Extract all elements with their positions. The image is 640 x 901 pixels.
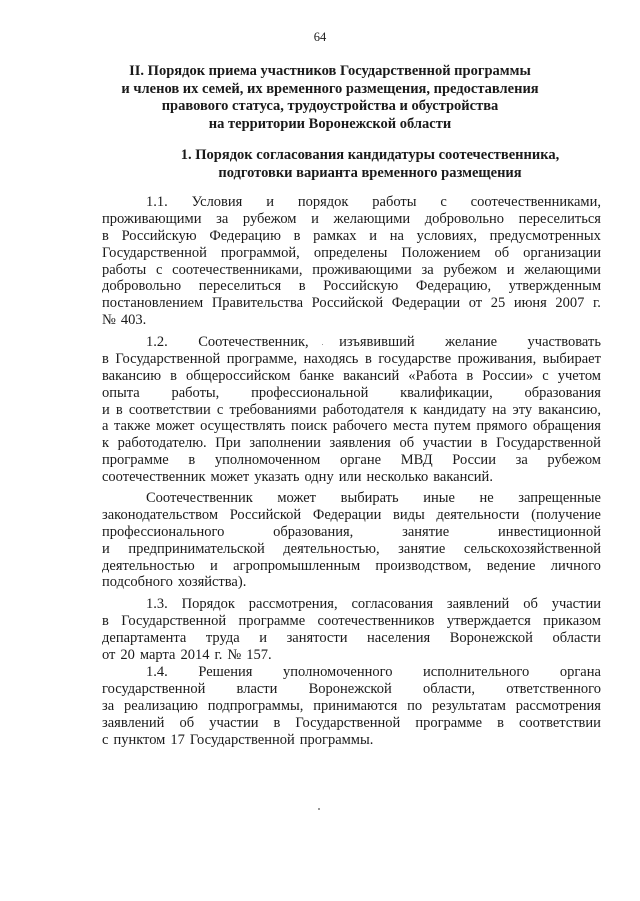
paragraph-line: Соотечественник может выбирать иные не запрещенные (146, 490, 601, 506)
paragraph-line: вакансию в общероссийском банке вакансий «Работа в России» с учетом (102, 367, 601, 384)
paragraph-line: 1.1. Условия и порядок работы с соотечественниками, (146, 194, 601, 210)
paragraph-line: Государственной программой, определены Положением об организации (102, 244, 601, 261)
paragraph-line: 1.2. Соотечественник, изъявивший желание участвовать (146, 334, 601, 350)
paragraph-line: соотечественник может указать одну или несколько вакансий. (102, 469, 493, 486)
subsection-heading-line: подготовки варианта временного размещения (218, 164, 522, 181)
paragraph-1-1 (102, 194, 601, 329)
paragraph-line: постановлением Правительства Российской Федерации от 25 июня 2007 г. (102, 295, 601, 312)
paragraph-line: проживающими за рубежом и желающими добровольно переселиться (102, 210, 601, 227)
section-heading-line: II. Порядок приема участников Государственной программы (129, 63, 531, 79)
subsection-heading-line: 1. Порядок согласования кандидатуры соотечественника, (180, 147, 560, 163)
paragraph-line: а также может осуществлять поиск рабочего места путем прямого обращения (102, 418, 601, 435)
paragraph-line: и в соответствии с требованиями работодателя к кандидату на эту вакансию, (102, 401, 601, 418)
paragraph-line: заявлений об участии в Государственной программе в соответствии (102, 714, 601, 731)
paragraph-line: добровольно переселиться в Российскую Федерацию, утвержденным (102, 278, 601, 295)
subsection-heading (140, 147, 600, 182)
paragraph-line: в Российскую Федерацию в рамках и на условиях, предусмотренных (102, 227, 601, 244)
paragraph-line: подсобного хозяйства). (102, 574, 247, 591)
paragraph-line: государственной власти Воронежской области, ответственного (102, 680, 601, 697)
paragraph-line: работы с соотечественниками, проживающими за рубежом и желающими (102, 261, 601, 278)
page-number: 64 (313, 30, 327, 44)
paragraph-line: с пунктом 17 Государственной программы. (102, 731, 374, 748)
paragraph-line: от 20 марта 2014 г. № 157. (102, 646, 272, 663)
paragraph-line: законодательством Российской Федерации виды деятельности (получение (102, 506, 601, 523)
paragraph-1-2 (102, 334, 601, 486)
paragraph-line: программе в уполномоченном органе МВД России за рубежом (102, 452, 601, 469)
paragraph-line: департамента труда и занятости населения Воронежской области (102, 629, 601, 646)
paragraph-line: и предпринимательской деятельностью, занятие сельскохозяйственной (102, 540, 601, 557)
paragraph-line: деятельностью и агропромышленным производством, ведение личного (102, 557, 601, 574)
paragraph-line: за реализацию подпрограммы, принимаются по результатам рассмотрения (102, 697, 601, 714)
section-heading (90, 63, 570, 133)
paragraph-1-4 (102, 664, 601, 748)
paragraph-line: 1.3. Порядок рассмотрения, согласования заявлений об участии (146, 596, 601, 612)
paragraph-1-3 (102, 596, 601, 664)
paragraph-line: № 403. (102, 312, 147, 329)
paragraph-activities (102, 490, 601, 591)
paragraph-line: к работодателю. При заполнении заявления об участии в Государственной (102, 435, 601, 452)
paragraph-line: 1.4. Решения уполномоченного исполнительного органа (146, 664, 601, 680)
scan-speck (318, 808, 320, 810)
paragraph-line: профессионального образования, занятие инвестиционной (102, 523, 601, 540)
section-heading-line: и членов их семей, их временного размещения, предоставления (121, 80, 539, 97)
paragraph-line: опыта работы, профессиональной квалификации, образования (102, 384, 601, 401)
paragraph-line: в Государственной программе соотечественников утверждается приказом (102, 612, 601, 629)
section-heading-line: на территории Воронежской области (208, 115, 452, 132)
section-heading-line: правового статуса, трудоустройства и обустройства (161, 98, 499, 114)
paragraph-line: в Государственной программе, находясь в государстве проживания, выбирает (102, 350, 601, 367)
scan-speck (322, 344, 323, 345)
